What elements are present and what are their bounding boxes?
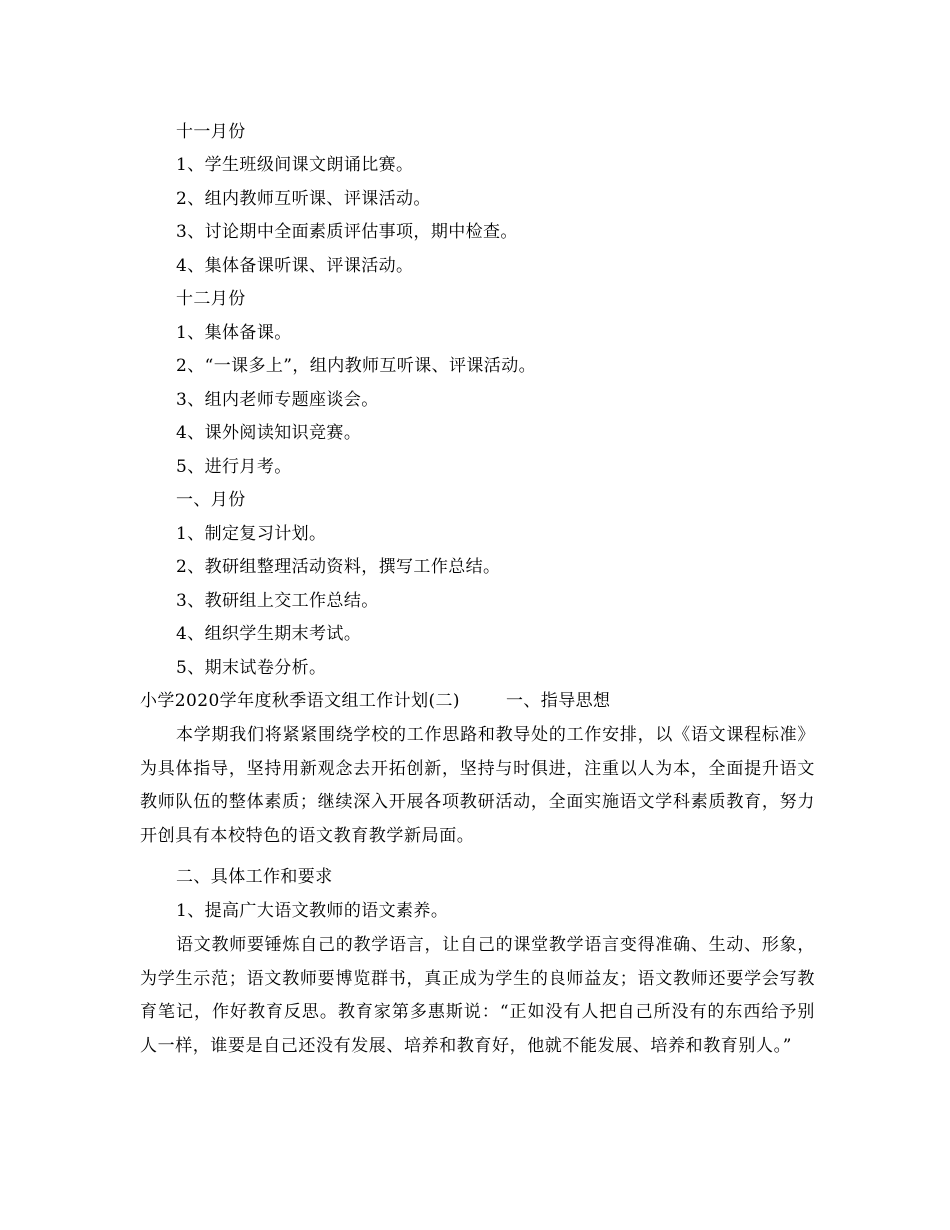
november-item-4: 4、集体备课听课、评课活动。 — [176, 256, 414, 276]
item1-heading: 1、提高广大语文教师的语文素养。 — [176, 901, 449, 921]
december-heading: 十二月份 — [176, 289, 246, 309]
january-item-2: 2、教研组整理活动资料，撰写工作总结。 — [176, 557, 501, 577]
november-item-3: 3、讨论期中全面素质评估事项，期中检查。 — [176, 222, 518, 242]
november-heading: 十一月份 — [176, 122, 246, 142]
section2-heading: 二、具体工作和要求 — [176, 867, 333, 887]
december-item-2: 2、“一课多上”，组内教师互听课、评课活动。 — [176, 356, 536, 376]
december-item-3: 3、组内老师专题座谈会。 — [176, 390, 379, 410]
december-item-1: 1、集体备课。 — [176, 323, 292, 343]
january-item-1: 1、制定复习计划。 — [176, 524, 327, 544]
section1-heading: 一、指导思想 — [506, 691, 611, 711]
item1-paragraph: 语文教师要锤炼自己的教学语言，让自己的课堂教学语言变得准确、生动、形象，为学生示范；语文教师要博览群书，真正成为学生的良师益友；语文教师还要学会写教育笔记，作好教育反思。教育家第多惠斯说：“正如没有人把自己所没有的东西给予别人一样，谁要是自己还没有发展、培养和教育好，他就不能发展、培养和教育别人。” — [140, 935, 815, 1056]
plan2-title: 小学2020学年度秋季语文组工作计划(二) — [140, 691, 460, 711]
november-item-1: 1、学生班级间课文朗诵比赛。 — [176, 155, 414, 175]
december-item-4: 4、课外阅读知识竞赛。 — [176, 423, 362, 443]
january-item-5: 5、期末试卷分析。 — [176, 658, 327, 678]
november-item-2: 2、组内教师互听课、评课活动。 — [176, 189, 431, 209]
january-item-4: 4、组织学生期末考试。 — [176, 624, 362, 644]
december-item-5: 5、进行月考。 — [176, 457, 292, 477]
january-item-3: 3、教研组上交工作总结。 — [176, 591, 379, 611]
january-heading: 一、月份 — [176, 490, 246, 510]
section1-paragraph: 本学期我们将紧紧围绕学校的工作思路和教导处的工作安排，以《语文课程标准》为具体指导，坚持用新观念去开拓创新，坚持与时俱进，注重以人为本，全面提升语文教师队伍的整体素质；继续深入开展各项教研活动，全面实施语文学科素质教育，努力开创具有本校特色的语文教育教学新局面。 — [140, 725, 815, 846]
